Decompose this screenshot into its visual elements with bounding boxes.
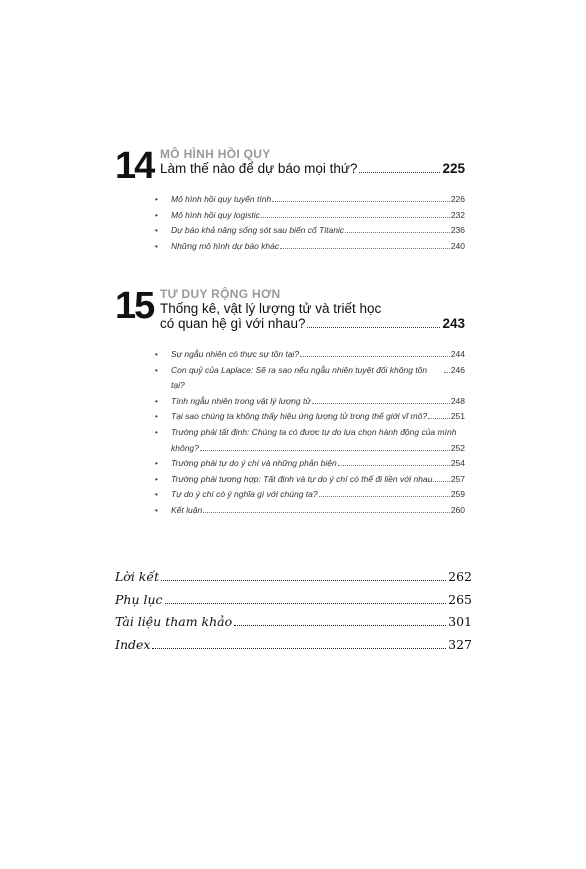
chapter-page: 243 bbox=[442, 316, 465, 331]
entry-title: Mô hình hồi quy tuyến tính bbox=[171, 194, 272, 204]
chapter-subtitle bbox=[160, 301, 465, 331]
chapter-subtitle-line: Làm thế nào để dự báo mọi thứ? bbox=[160, 161, 358, 176]
back-matter-entry[interactable] bbox=[115, 634, 472, 657]
entry-title: Trường phái tương hợp: Tất định và tự do ý chí có thể đi liền với nhau bbox=[171, 473, 433, 484]
toc-entry[interactable]: • Mô hình hồi quy tuyến tính 226 bbox=[155, 192, 465, 208]
entry-page: 254 bbox=[450, 458, 465, 469]
entry-page: 244 bbox=[450, 349, 465, 359]
back-matter-entry[interactable] bbox=[115, 611, 472, 634]
entry-page: 240 bbox=[450, 240, 465, 251]
entry-title: Kết luận bbox=[171, 504, 203, 515]
entry-page: 232 bbox=[450, 209, 465, 220]
chapter-page: 225 bbox=[442, 161, 465, 176]
back-matter-page: 265 bbox=[448, 591, 472, 607]
entry-title: Tại sao chúng ta không thấy hiệu ứng lượng tử trong thế giới vĩ mô? bbox=[171, 411, 428, 422]
chapter-subtitle bbox=[160, 161, 465, 176]
toc-entry[interactable]: • Sự ngẫu nhiên có thực sự tồn tại? 244 bbox=[155, 347, 465, 363]
toc-entry[interactable]: • Tại sao chúng ta không thấy hiệu ứng lượng tử trong thế giới vĩ mô? 251 bbox=[155, 409, 465, 425]
back-matter-title: Tài liệu tham khảo bbox=[115, 614, 233, 629]
back-matter bbox=[115, 566, 472, 656]
back-matter-title: Phụ lục bbox=[115, 591, 163, 607]
entry-page: 251 bbox=[450, 411, 465, 422]
chapter-label: TƯ DUY RỘNG HƠN bbox=[160, 287, 281, 301]
entry-page: 248 bbox=[450, 395, 465, 406]
chapter-subtitle-line: Thống kê, vật lý lượng tử và triết học bbox=[160, 301, 382, 316]
toc-entry[interactable]: • Dự báo khả năng sống sót sau biến cố Titanic 236 bbox=[155, 223, 465, 239]
entry-title: Trường phái tự do ý chí và những phản biện bbox=[171, 458, 337, 469]
toc-entry[interactable]: • Những mô hình dự báo khác 240 bbox=[155, 239, 465, 255]
entry-title: Mô hình hồi quy logistic bbox=[171, 209, 260, 220]
toc-entry[interactable]: • Kết luận 260 bbox=[155, 503, 465, 519]
entry-title: Tính ngẫu nhiên trong vật lý lượng tử bbox=[171, 395, 311, 406]
toc-entry[interactable]: • Tự do ý chí có ý nghĩa gì với chúng ta? 259 bbox=[155, 487, 465, 503]
back-matter-title: Lời kết bbox=[115, 569, 160, 584]
entry-page: 260 bbox=[450, 504, 465, 515]
toc-entry[interactable]: • Con quỷ của Laplace: Sẽ ra sao nếu ngẫu nhiên tuyệt đối không tồn tại? 246 bbox=[155, 363, 465, 394]
entry-title: Những mô hình dự báo khác bbox=[171, 240, 280, 251]
toc-entry[interactable]: • Trường phái tương hợp: Tất định và tự do ý chí có thể đi liền với nhau 257 bbox=[155, 472, 465, 488]
entry-title: Dự báo khả năng sống sót sau biến cố Titanic bbox=[171, 225, 345, 236]
chapter-entries bbox=[155, 347, 465, 519]
back-matter-title: Index bbox=[115, 636, 151, 652]
entry-page: 246 bbox=[450, 364, 465, 375]
chapter-number: 15 bbox=[115, 285, 154, 327]
toc-entry[interactable]: • Trường phái tất định: Chúng ta có được tự do lựa chọn hành động của mình không? 252 bbox=[155, 425, 465, 456]
entry-page: 226 bbox=[450, 194, 465, 204]
entry-title-cont: không? bbox=[171, 442, 199, 453]
entry-title: Tự do ý chí có ý nghĩa gì với chúng ta? bbox=[171, 489, 318, 500]
toc-entry[interactable]: • Mô hình hồi quy logistic 232 bbox=[155, 208, 465, 224]
entry-title: Sự ngẫu nhiên có thực sự tồn tại? bbox=[171, 349, 300, 359]
back-matter-page: 262 bbox=[448, 569, 472, 584]
toc-entry[interactable]: • Tính ngẫu nhiên trong vật lý lượng tử 248 bbox=[155, 394, 465, 410]
entry-page: 257 bbox=[450, 473, 465, 484]
entry-page: 252 bbox=[450, 442, 465, 453]
back-matter-page: 327 bbox=[448, 636, 472, 652]
back-matter-entry[interactable] bbox=[115, 566, 472, 589]
toc-entry[interactable]: • Trường phái tự do ý chí và những phản biện 254 bbox=[155, 456, 465, 472]
back-matter-entry[interactable] bbox=[115, 589, 472, 612]
chapter-subtitle-line: có quan hệ gì với nhau? bbox=[160, 316, 306, 331]
entry-page: 236 bbox=[450, 225, 465, 236]
chapter-heading bbox=[160, 147, 465, 176]
entry-title: Con quỷ của Laplace: Sẽ ra sao nếu ngẫu nhiên tuyệt đối không tồn tại? bbox=[171, 364, 428, 391]
entry-title: Trường phái tất định: Chúng ta có được tự do lựa chọn hành động của mình bbox=[171, 426, 457, 437]
entry-page: 259 bbox=[450, 489, 465, 500]
chapter-number: 14 bbox=[115, 145, 154, 187]
back-matter-page: 301 bbox=[448, 614, 472, 629]
chapter-heading bbox=[160, 287, 465, 331]
chapter-label: MÔ HÌNH HỒI QUY bbox=[160, 147, 271, 161]
chapter-entries bbox=[155, 192, 465, 254]
